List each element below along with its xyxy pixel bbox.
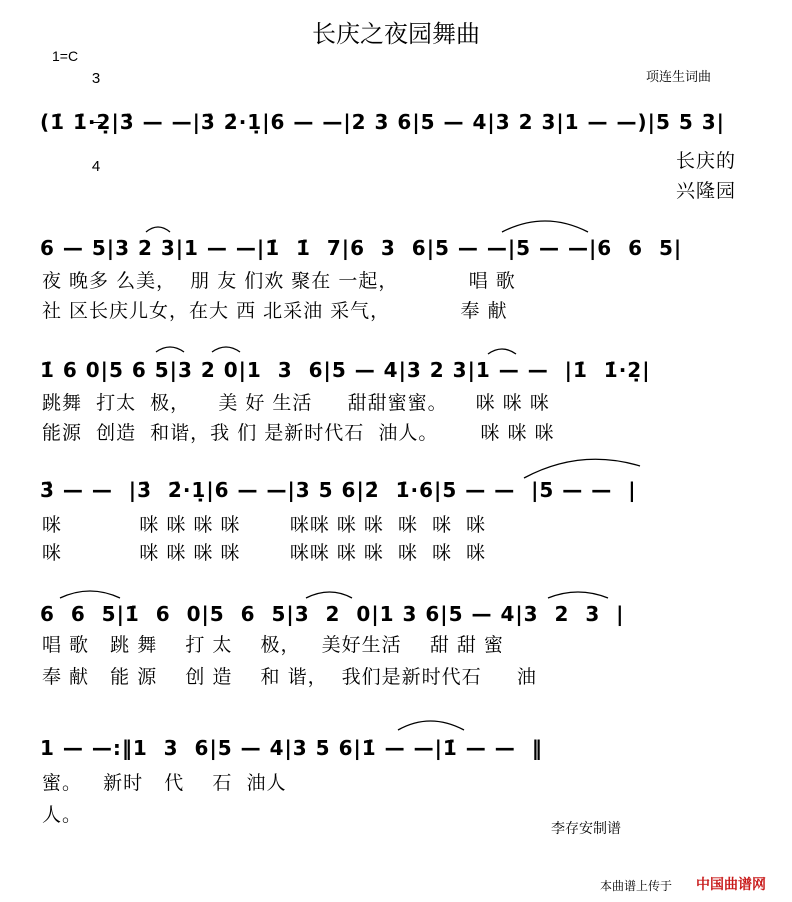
slur-arc bbox=[146, 227, 170, 232]
arranger-credit: 李存安制谱 bbox=[551, 821, 621, 837]
lyric-line-6-verse-2: 人。 bbox=[42, 804, 83, 826]
lyric-line-2-verse-1: 夜 晚多 么美， 朋 友 们欢 聚在 一起， 唱 歌 bbox=[42, 270, 516, 292]
notation-line-3: 1̇ 6 0|5 6 5|3 2 0|1 3 6|5 — 4|3 2 3|1 — — |1̇ 1̇·2̣| bbox=[40, 358, 651, 382]
lyric-line-3-verse-1: 跳舞 打太 极， 美 好 生活 甜甜蜜蜜。 咪 咪 咪 bbox=[42, 392, 550, 414]
notation-line-2: 6 — 5|3 2 3|1 — —|1̇ 1̇ 7|6 3 6|5 — —|5 — —|6 6 5| bbox=[40, 236, 683, 260]
site-brand-logo: 中国曲谱网 bbox=[696, 876, 766, 892]
key-signature: 1=C bbox=[52, 48, 79, 64]
lyric-line-5-verse-2: 奉 献 能 源 创 造 和 谐， 我们是新时代石 油 bbox=[42, 666, 537, 688]
upload-note: 本曲谱上传于 bbox=[600, 879, 673, 893]
notation-line-4: 3̇ — — |3̇ 2̇·1̣|6 — —|3 5 6|2̇ 1̇·6|5 — — |5 — — | bbox=[40, 478, 637, 502]
slur-arc bbox=[156, 347, 184, 352]
lyric-line-4-verse-1: 咪 咪 咪 咪 咪 咪咪 咪 咪 咪 咪 咪 bbox=[42, 514, 487, 536]
notation-line-5: 6 6 5|1̇ 6 0|5 6 5|3 2 0|1 3 6|5 — 4|3 2 3 | bbox=[40, 602, 625, 626]
slur-arc bbox=[60, 591, 120, 598]
lyric-line-1-verse-2: 兴隆园 bbox=[676, 180, 737, 202]
lyric-line-6-verse-1: 蜜。 新时 代 石 油人 bbox=[42, 772, 287, 794]
lyric-line-3-verse-2: 能源 创造 和谐，我 们 是新时代石 油人。 咪 咪 咪 bbox=[42, 422, 555, 444]
slur-arc bbox=[398, 721, 464, 730]
lyric-line-5-verse-1: 唱 歌 跳 舞 打 太 极， 美好生活 甜 甜 蜜 bbox=[42, 634, 504, 656]
time-signature-bottom: 4 bbox=[91, 158, 101, 175]
time-signature-top: 3 bbox=[91, 70, 101, 87]
notation-line-1: (1̇ 1̇·2̣|3̇ — —|3̇ 2̇·1̣|6 — —|2 3 6|5 — 4|3 2 3|1 — —)|5 5 3| bbox=[40, 110, 725, 134]
slur-arc bbox=[548, 592, 608, 598]
song-title: 长庆之夜园舞曲 bbox=[312, 20, 480, 48]
slur-arc bbox=[488, 349, 516, 354]
slur-arc bbox=[212, 347, 240, 352]
slur-arc bbox=[524, 459, 640, 478]
lyric-line-1-verse-1: 长庆的 bbox=[676, 150, 737, 172]
slur-arc bbox=[306, 592, 352, 598]
lyric-line-2-verse-2: 社 区长庆儿女，在大 西 北采油 采气， 奉 献 bbox=[42, 300, 508, 322]
lyric-line-4-verse-2: 咪 咪 咪 咪 咪 咪咪 咪 咪 咪 咪 咪 bbox=[42, 542, 487, 564]
composer-credit: 项连生词曲 bbox=[646, 70, 712, 85]
notation-line-6: 1 — —:‖1 3 6|5 — 4|3 5 6|1̇ — —|1̇ — — ‖ bbox=[40, 736, 543, 760]
slur-arc bbox=[502, 221, 588, 232]
